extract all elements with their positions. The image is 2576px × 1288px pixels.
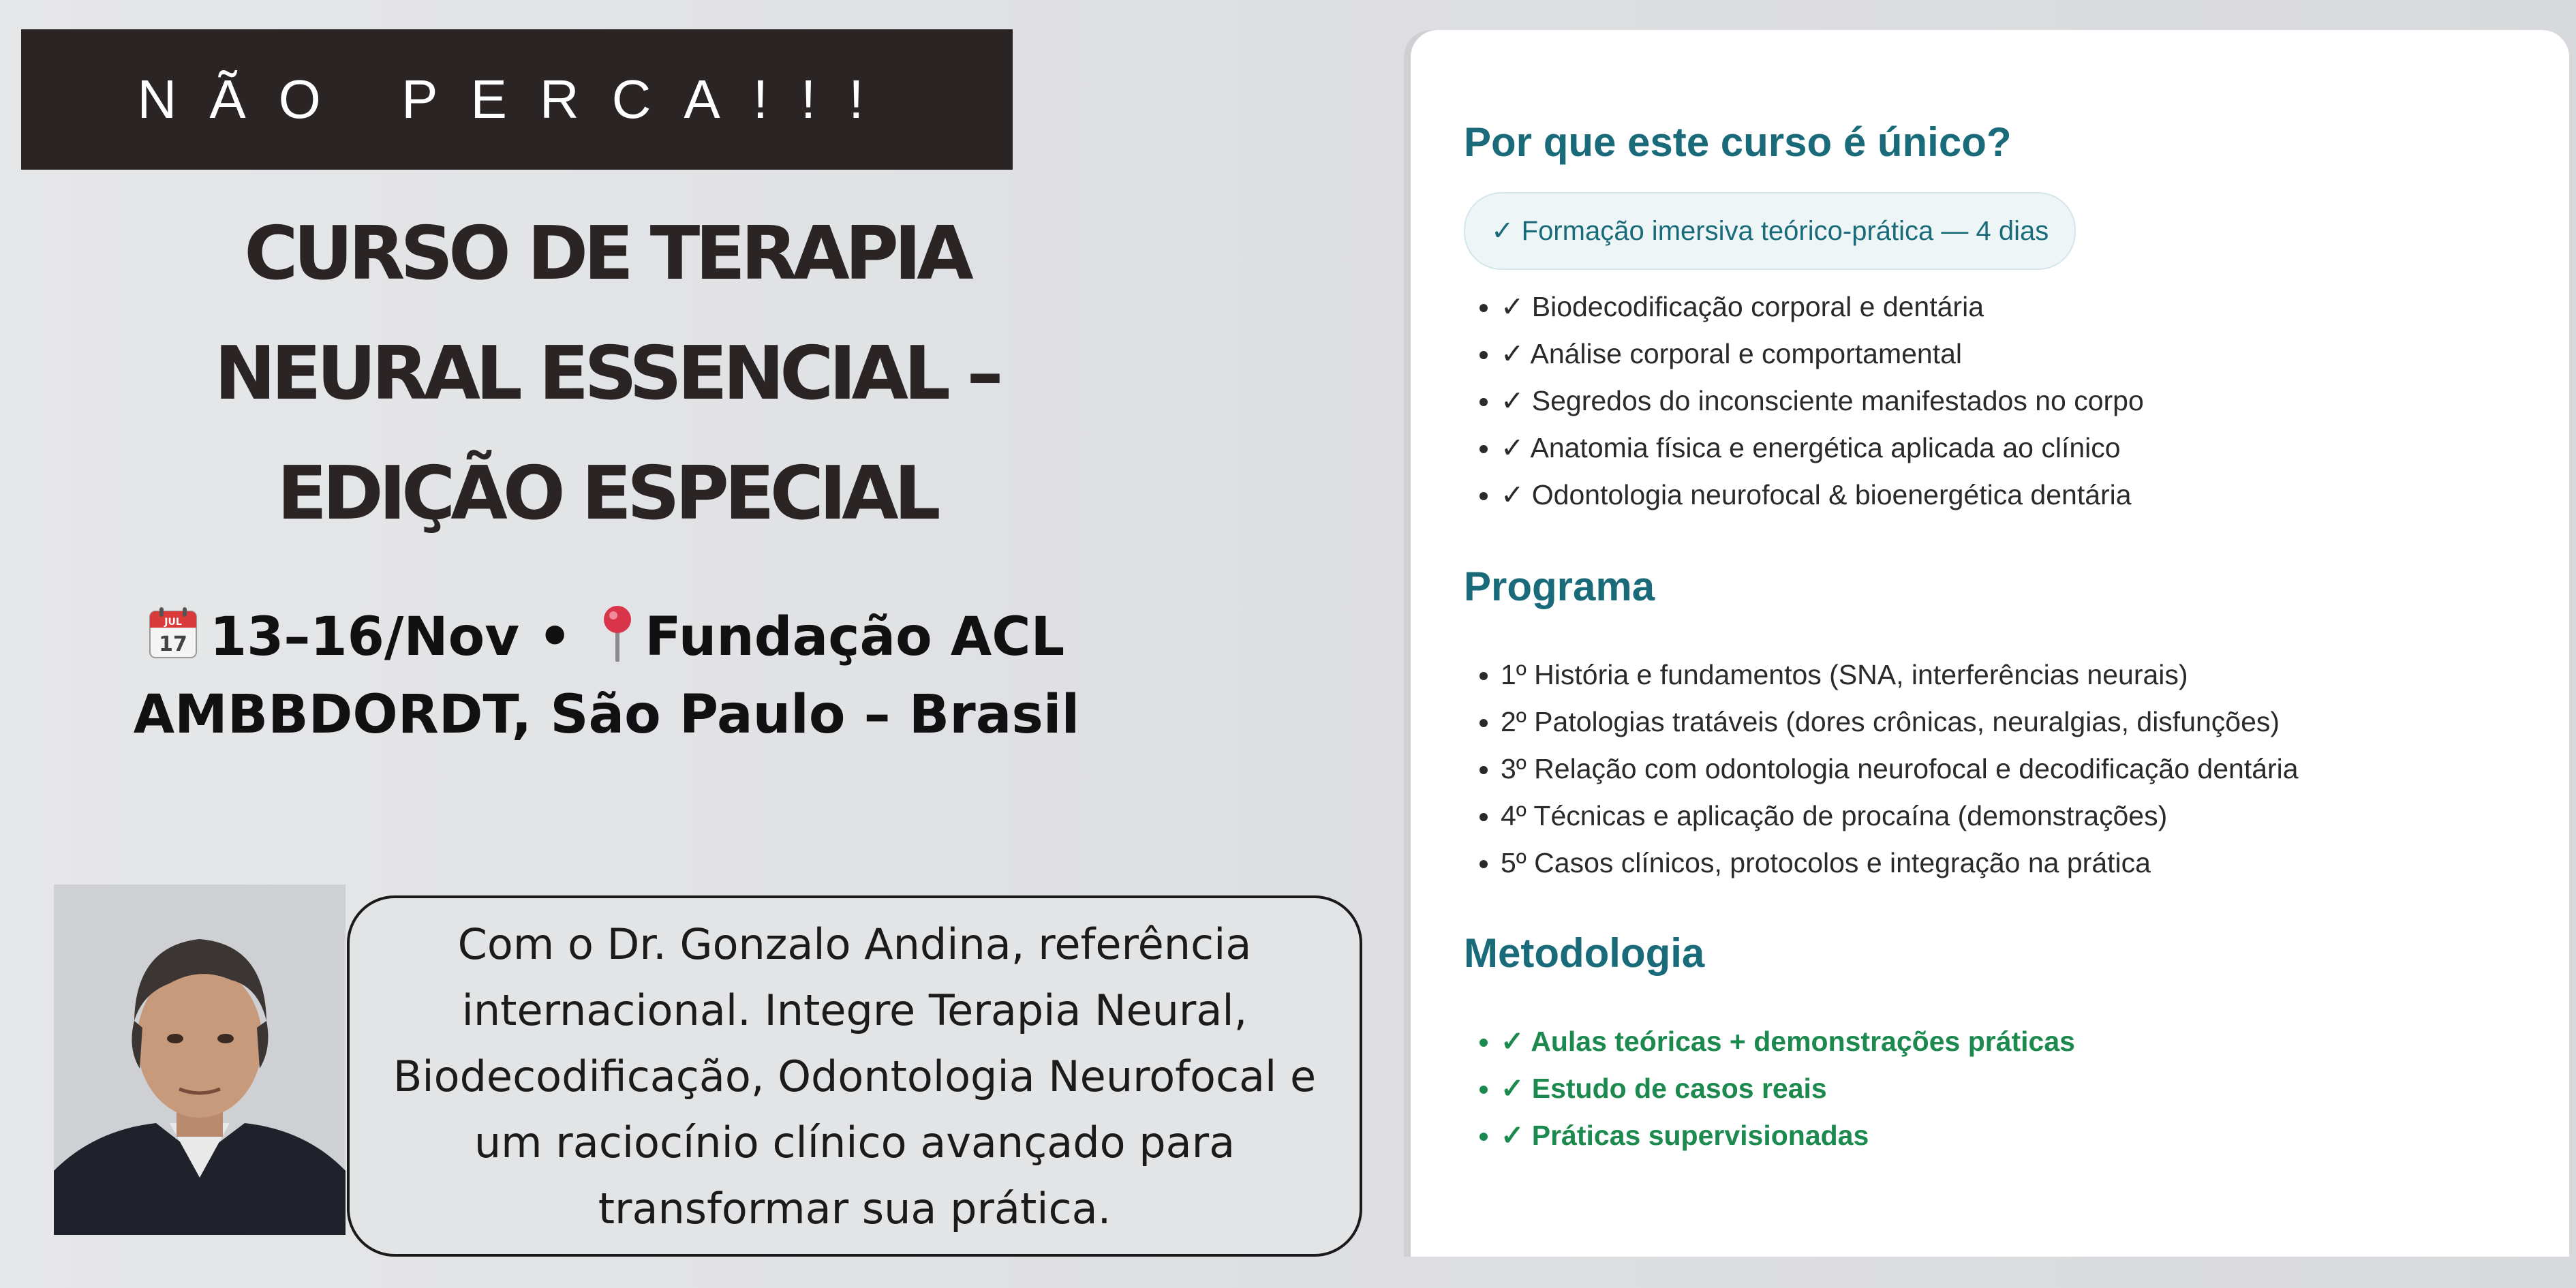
promo-banner	[21, 29, 1013, 170]
title-line: CURSO DE TERAPIA	[244, 211, 969, 296]
list-item: • ✓ Segredos do inconsciente manifestados no corpo	[1501, 378, 2144, 425]
course-details-card	[1411, 30, 2569, 1257]
title-line: NEURAL ESSENCIAL –	[214, 331, 999, 416]
description-line: transformar sua prática.	[598, 1183, 1111, 1233]
banner-text: NÃO PERCA!!!	[137, 69, 897, 129]
svg-text:JUL: JUL	[164, 617, 182, 628]
course-title	[68, 194, 1145, 554]
list-item: • 4º Técnicas e aplicação de procaína (demonstrações)	[1501, 793, 2299, 840]
method-heading: Metodologia	[1464, 930, 1705, 976]
list-item: • ✓ Odontologia neurofocal & bioenergética dentária	[1501, 472, 2144, 519]
list-item: • 1º História e fundamentos (SNA, interferências neurais)	[1501, 651, 2299, 699]
why-heading: Por que este curso é único?	[1464, 119, 2012, 165]
event-date: 13–16/Nov	[209, 607, 520, 668]
instructor-photo	[54, 885, 346, 1235]
event-separator: •	[538, 607, 572, 668]
list-item: • 3º Relação com odontologia neurofocal e decodificação dentária	[1501, 746, 2299, 793]
list-item: • ✓ Anatomia física e energética aplicada ao clínico	[1501, 425, 2144, 472]
description-line: Biodecodificação, Odontologia Neurofocal e	[393, 1051, 1317, 1101]
list-item: • ✓ Análise corporal e comportamental	[1501, 331, 2144, 378]
description-line: Com o Dr. Gonzalo Andina, referência	[457, 919, 1252, 969]
svg-text:17: 17	[158, 632, 187, 656]
event-info	[109, 598, 1104, 754]
description-line: um raciocínio clínico avançado para	[474, 1117, 1236, 1167]
program-list	[1465, 651, 2299, 887]
event-place: Fundação ACL	[645, 607, 1065, 668]
description-line: internacional. Integre Terapia Neural,	[461, 985, 1248, 1035]
program-heading: Programa	[1464, 564, 1655, 609]
why-list	[1465, 283, 2144, 519]
list-item: • 2º Patologias tratáveis (dores crônicas, neuralgias, disfunções)	[1501, 699, 2299, 746]
instructor-description	[347, 895, 1362, 1257]
list-item: • 5º Casos clínicos, protocolos e integração na prática	[1501, 840, 2299, 887]
format-pill: ✓ Formação imersiva teórico-prática — 4 dias	[1464, 192, 2076, 270]
pin-icon	[596, 603, 639, 662]
title-line: EDIÇÃO ESPECIAL	[277, 451, 936, 536]
event-location: AMBBDORDT, São Paulo – Brasil	[133, 684, 1080, 746]
list-item: • ✓ Biodecodificação corporal e dentária	[1501, 283, 2144, 331]
list-item: • ✓ Práticas supervisionadas	[1501, 1112, 2075, 1159]
list-item: • ✓ Estudo de casos reais	[1501, 1065, 2075, 1112]
method-list	[1465, 1018, 2075, 1159]
calendar-icon	[149, 602, 198, 654]
list-item: • ✓ Aulas teóricas + demonstrações práticas	[1501, 1018, 2075, 1065]
